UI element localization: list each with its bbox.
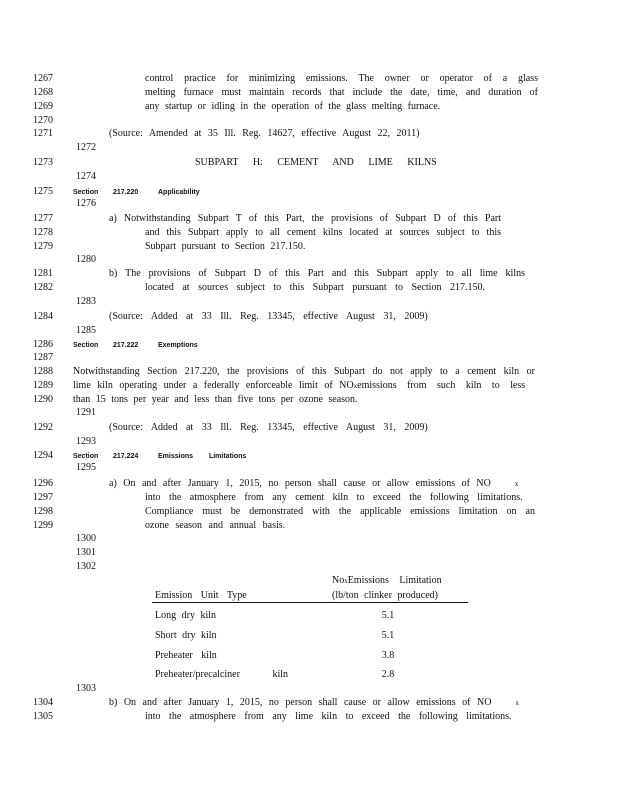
source-note: (Source: Added at 33 Ill. Reg. 13345, effective August 31, 2009) [109,422,428,433]
line-number: 1290 [33,394,53,405]
line-number: 1300 [76,533,96,544]
body-text-line: into the atmosphere from any cement kiln to exceed the following limitations. [145,492,523,503]
table-row-type: Preheater/precalciner kiln [155,669,288,680]
body-text-line: and this Subpart apply to all cement kilns located at sources subject to this [145,227,501,238]
section-number: 217.224 [113,453,139,460]
table-header-type: Emission Unit Type [155,590,247,601]
body-text-line: Compliance must be demonstrated with the applicable emissions limitation on an [145,506,535,517]
section-heading: Applicability [158,189,200,196]
table-row-value: 2.8 [381,669,395,680]
body-text-line: located at sources subject to this Subpart pursuant to Section 217.150. [145,282,485,293]
line-number: 1295 [76,462,96,473]
line-number: 1287 [33,352,53,363]
body-text-line: control practice for minimizing emissions. The owner or operator of a glass [145,73,538,84]
line-number: 1267 [33,73,53,84]
section-label: Section [73,453,99,460]
body-text-line: any startup or idling in the operation of the glass melting furnace. [145,101,441,112]
line-number: 1284 [33,311,53,322]
line-number: 1285 [76,325,96,336]
line-number: 1283 [76,296,96,307]
body-text-line: Subpart pursuant to Section 217.150. [145,241,306,252]
body-text-line: b) On and after January 1, 2015, no person shall cause or allow emissions of NO x [109,697,519,708]
body-text-line: a) On and after January 1, 2015, no person shall cause or allow emissions of NO x [109,478,519,489]
table-row-type: Long dry kiln [155,610,216,621]
section-heading: Exemptions [158,342,198,349]
body-text-line: into the atmosphere from any lime kiln to exceed the following limitations. [145,711,512,722]
line-number: 1294 [33,450,53,461]
line-number: 1292 [33,422,53,433]
line-number: 1282 [33,282,53,293]
table-row-type: Short dry kiln [155,630,217,641]
line-number: 1291 [76,407,96,418]
body-text-line: a) Notwithstanding Subpart T of this Part, the provisions of Subpart D of this Part [109,213,501,224]
line-number: 1288 [33,366,53,377]
line-number: 1271 [33,128,53,139]
table-header-limit: NoxEmissions Limitation [332,575,442,586]
subpart-heading: SUBPART H: CEMENT AND LIME KILNS [195,157,437,168]
line-number: 1274 [76,171,96,182]
line-number: 1268 [33,87,53,98]
body-text-line: melting furnace must maintain records that include the date, time, and duration of [145,87,538,98]
section-heading: Emissions Limitations [158,453,247,460]
line-number: 1296 [33,478,53,489]
table-row-value: 5.1 [381,610,395,621]
source-note: (Source: Amended at 35 Ill. Reg. 14627, effective August 22, 2011) [109,128,420,139]
line-number: 1298 [33,506,53,517]
table-row-value: 3.8 [381,650,395,661]
line-number: 1281 [33,268,53,279]
line-number: 1302 [76,561,96,572]
table-header-units: (lb/ton clinker produced) [332,590,438,601]
body-text-line: ozone season and annual basis. [145,520,286,531]
line-number: 1272 [76,142,96,153]
body-text-line: Notwithstanding Section 217.220, the provisions of this Subpart do not apply to a cement kiln or [73,366,535,377]
line-number: 1275 [33,186,53,197]
line-number: 1280 [76,254,96,265]
line-number: 1293 [76,436,96,447]
line-number: 1297 [33,492,53,503]
line-number: 1276 [76,198,96,209]
line-number: 1273 [33,157,53,168]
body-text-line: lime kiln operating under a federally enforceable limit of NOxemissions from such kiln to less [73,380,526,391]
table-row-value: 5.1 [381,630,395,641]
section-number: 217.220 [113,189,139,196]
line-number: 1286 [33,339,53,350]
table-header-rule [152,602,468,603]
line-number: 1278 [33,227,53,238]
table-row-type: Preheater kiln [155,650,217,661]
line-number: 1269 [33,101,53,112]
section-number: 217.222 [113,342,139,349]
line-number: 1304 [33,697,53,708]
line-number: 1305 [33,711,53,722]
line-number: 1279 [33,241,53,252]
line-number: 1301 [76,547,96,558]
line-number: 1270 [33,115,53,126]
body-text-line: than 15 tons per year and less than five tons per ozone season. [73,394,358,405]
line-number: 1299 [33,520,53,531]
line-number: 1277 [33,213,53,224]
section-label: Section [73,342,99,349]
line-number: 1303 [76,683,96,694]
body-text-line: b) The provisions of Subpart D of this Part and this Subpart apply to all lime kilns [109,268,525,279]
source-note: (Source: Added at 33 Ill. Reg. 13345, effective August 31, 2009) [109,311,428,322]
line-number: 1289 [33,380,53,391]
section-label: Section [73,189,99,196]
